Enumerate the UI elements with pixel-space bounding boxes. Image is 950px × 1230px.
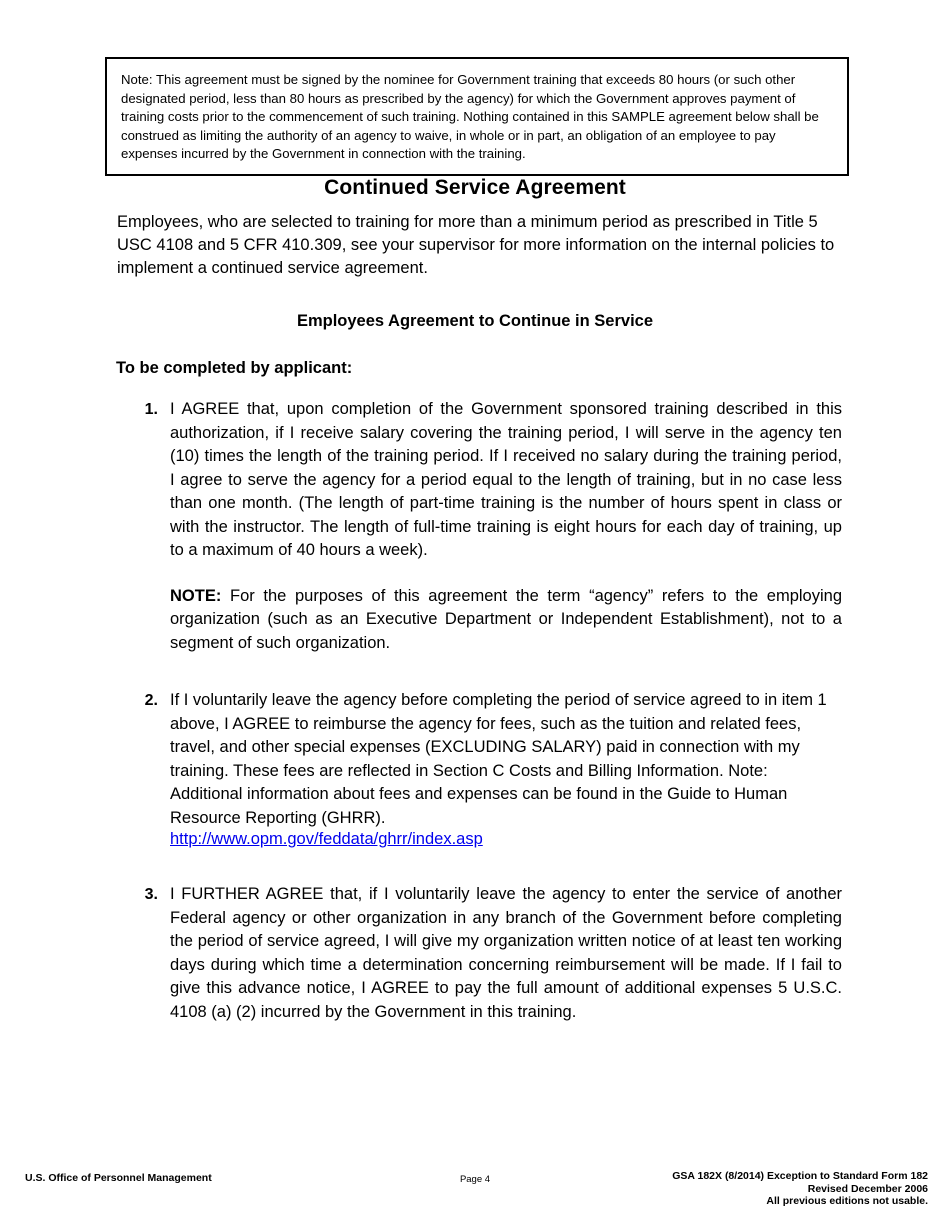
intro-paragraph: Employees, who are selected to training for more than a minimum period as prescribed in Title 5 USC 4108 and 5 CFR 410.309, see your supervisor for more information on the internal policies to implement a continued service agreement. [117,213,835,277]
item-text-3: I FURTHER AGREE that, if I voluntarily leave the agency to enter the service of another Federal agency or other organization in any branch of the Government before completing the period of service agreed, I will give my organization written notice of at least ten working days during which time a determination concerning reimbursement will be made. If I fail to give this advance notice, I AGREE to pay the full amount of additional expenses 5 U.S.C. 4108 (a) (2) incurred by the Government in this training. [170,885,842,1021]
footer-form-number: GSA 182X (8/2014) Exception to Standard Form 182 [672,1170,928,1182]
agreement-items-list [0,398,950,1024]
footer-form-info [672,1170,928,1208]
item-number-1: 1. [144,401,158,418]
applicant-instruction-label: To be completed by applicant: [116,359,353,377]
page-footer [0,1168,950,1224]
ghrr-url-link[interactable]: http://www.opm.gov/feddata/ghrr/index.asp [170,830,483,848]
item-2-link-wrap [170,830,842,849]
footer-editions-note: All previous editions not usable. [766,1195,928,1207]
note-callout-text: Note: This agreement must be signed by the nominee for Government training that exceeds 80 hours (or such other designated period, less than 80 hours as prescribed by the agency) for which the Government approves payment of training costs prior to the commencement of such training. Nothing contained in this SAMPLE agreement below shall be construed as limiting the authority of an agency to waive, in whole or in part, an obligation of an employee to pay expenses incurred by the Government in connection with the training. [121,72,819,161]
section-subtitle: Employees Agreement to Continue in Service [296,312,654,330]
item-spacer-2 [0,849,950,883]
footer-revision-date: Revised December 2006 [807,1182,928,1195]
footer-agency-name: U.S. Office of Personnel Management [25,1172,212,1184]
item-text-1: I AGREE that, upon completion of the Government sponsored training described in this authorization, if I receive salary covering the training period, I will serve in the agency ten (10) times the length of the training period. If I received no salary during the training period, I agree to serve the agency for a period equal to the length of training, but in no case less than one month. (The length of part-time training is the number of hours spent in class or with the instructor. The length of full-time training is eight hours for each day of training, up to a maximum of 40 hours a week). [170,400,842,559]
note-body-text: For the purposes of this agreement the term “agency” refers to the employing organization (such as an Executive Department or Independent Establishment), not to a segment of such organization. [170,586,842,652]
note-callout-box [105,57,849,176]
footer-page-number: Page 4 [459,1174,491,1185]
item-number-2: 2. [144,692,158,709]
page-title: Continued Service Agreement [324,176,626,199]
agreement-item-1 [0,398,950,655]
item-number-3: 3. [144,886,158,903]
note-lead-label: NOTE: [170,586,222,605]
item-text-2: If I voluntarily leave the agency before completing the period of service agreed to in item 1 above, I AGREE to reimburse the agency for fees, such as the tuition and related fees, travel, and other special expenses (EXCLUDING SALARY) paid in connection with my training. These fees are reflected in Section C Costs and Billing Information. Note: Additional information about fees and expenses can be found in the Guide to Human Resource Reporting (GHRR). [170,691,827,827]
item-spacer-1 [0,655,950,689]
agreement-item-2 [0,689,950,849]
agreement-item-3 [0,883,950,1024]
item-1-note [170,585,842,656]
